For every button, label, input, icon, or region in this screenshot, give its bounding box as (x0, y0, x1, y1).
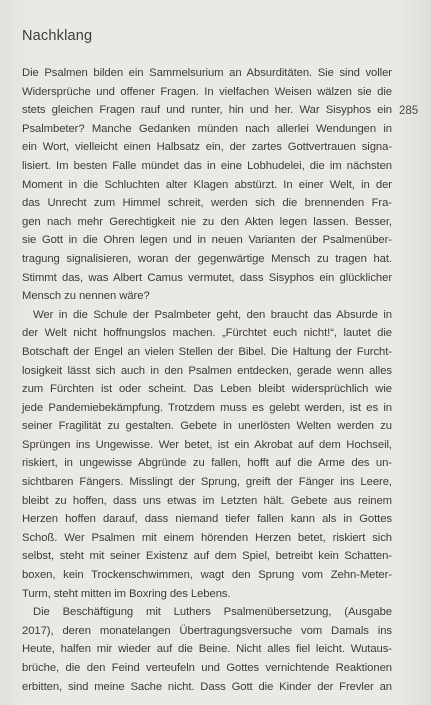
text-line: Die Beschäftigung mit Luthers Psalmenübersetzung, (Ausgabe (33, 606, 392, 619)
text-line: Stimmt das, was Albert Camus vermutet, dass Sisyphos ein glücklicher (22, 271, 392, 284)
page-number: 285 (399, 105, 419, 117)
text-line: selbst, steht mit seiner Existenz auf dem Spiel, betreibt kein Schatten- (22, 550, 392, 563)
text-line: gen nach mehr Gerechtigkeit nie zu den Akten legen lassen. Besser, (22, 215, 392, 228)
text-line: Heute, halfen mir wieder auf die Beine. Nicht alles fiel leicht. Wutaus- (22, 643, 392, 656)
text-line: Die Psalmen bilden ein Sammelsurium an Absurditäten. Sie sind voller (22, 67, 392, 79)
text-line: zum Fürchten ist oder scheint. Das Leben bleibt widersprüchlich wie (22, 383, 392, 396)
text-line: Schoß. Wer Psalmen mit einem hörenden Herzen betet, riskiert sich (22, 531, 392, 544)
text-line: bleibt zu hoffen, dass uns etwas im Letzten hält. Gebete aus reinem (22, 494, 392, 507)
text-line: Widersprüche und offener Fragen. In vielfachen Weisen wälzen sie die (22, 85, 392, 98)
text-line: Moment in die Schluchten alter Klagen abstürzt. In einer Welt, in der (22, 178, 392, 191)
text-line: erbitten, sind meine Sache nicht. Dass Gott die Kinder der Frevler an (22, 680, 392, 693)
text-line: losigkeit lässt sich auch in den Psalmen entdecken, gerade wenn alles (22, 364, 392, 377)
text-line: jede Pandemiebekämpfung. Trotzdem muss es gelebt werden, ist es in (22, 401, 392, 414)
text-line: Sprüngen ins Ungewisse. Wer betet, ist ein Akrobat auf dem Hochseil, (22, 438, 392, 451)
text-line: ein Wort, vielleicht einen Halbsatz ein, der zartes Gottvertrauen signa- (22, 141, 392, 154)
text-line: 2017), deren monatelangen Übertragungsversuche vom Damals ins (22, 624, 392, 637)
text-line: seiner Fragilität zu gestalten. Gebete in unerlösten Welten werden zu (22, 420, 392, 433)
text-line: der Welt nicht hoffnungslos machen. „Fürchtet euch nicht!“, lautet die (22, 327, 392, 340)
text-line: stets gleichen Fragen rauf und runter, hin und her. War Sisyphos ein (22, 104, 392, 117)
chapter-title: Nachklang (22, 28, 93, 44)
body-text (22, 64, 392, 696)
text-line: sie Gott in die Ohren legen und in neuen Varianten der Psalmenüber- (22, 234, 392, 247)
text-line: Mensch zu nennen wäre? (22, 290, 150, 303)
text-line: Herzen hoffen darauf, dass niemand tiefer fallen kann als in Gottes (22, 513, 392, 526)
text-line: sichtbaren Fängers. Misslingt der Sprung, greift der Fänger ins Leere, (22, 476, 392, 489)
text-line: das Unrecht zum Himmel schreit, werden sich die brennenden Fra- (22, 197, 392, 210)
text-line: boxen, kein Trockenschwimmen, wagt den Sprung vom Zehn-Meter- (22, 569, 392, 582)
text-line: brüche, die den Feind verteufeln und Gottes vernichtende Reaktionen (22, 662, 392, 674)
text-line: riskiert, in ungewisse Abgründe zu fallen, hofft auf die Arme des un- (22, 457, 392, 470)
text-line: Wer in die Schule der Psalmbeter geht, den braucht das Absurde in (33, 308, 392, 321)
text-line: tragung signalisieren, woran der gegenwärtige Mensch zu tragen hat. (22, 252, 392, 265)
text-line: lisiert. Im besten Falle mündet das in eine Lobhudelei, die im nächsten (22, 159, 392, 172)
text-line: Botschaft der Engel an vielen Stellen der Bibel. Die Haltung der Furcht- (22, 345, 392, 358)
text-line: Psalmbeter? Manche Gedanken münden nach allerlei Wendungen in (22, 122, 392, 135)
text-line: Turm, steht mitten im Boxring des Lebens. (22, 587, 231, 600)
